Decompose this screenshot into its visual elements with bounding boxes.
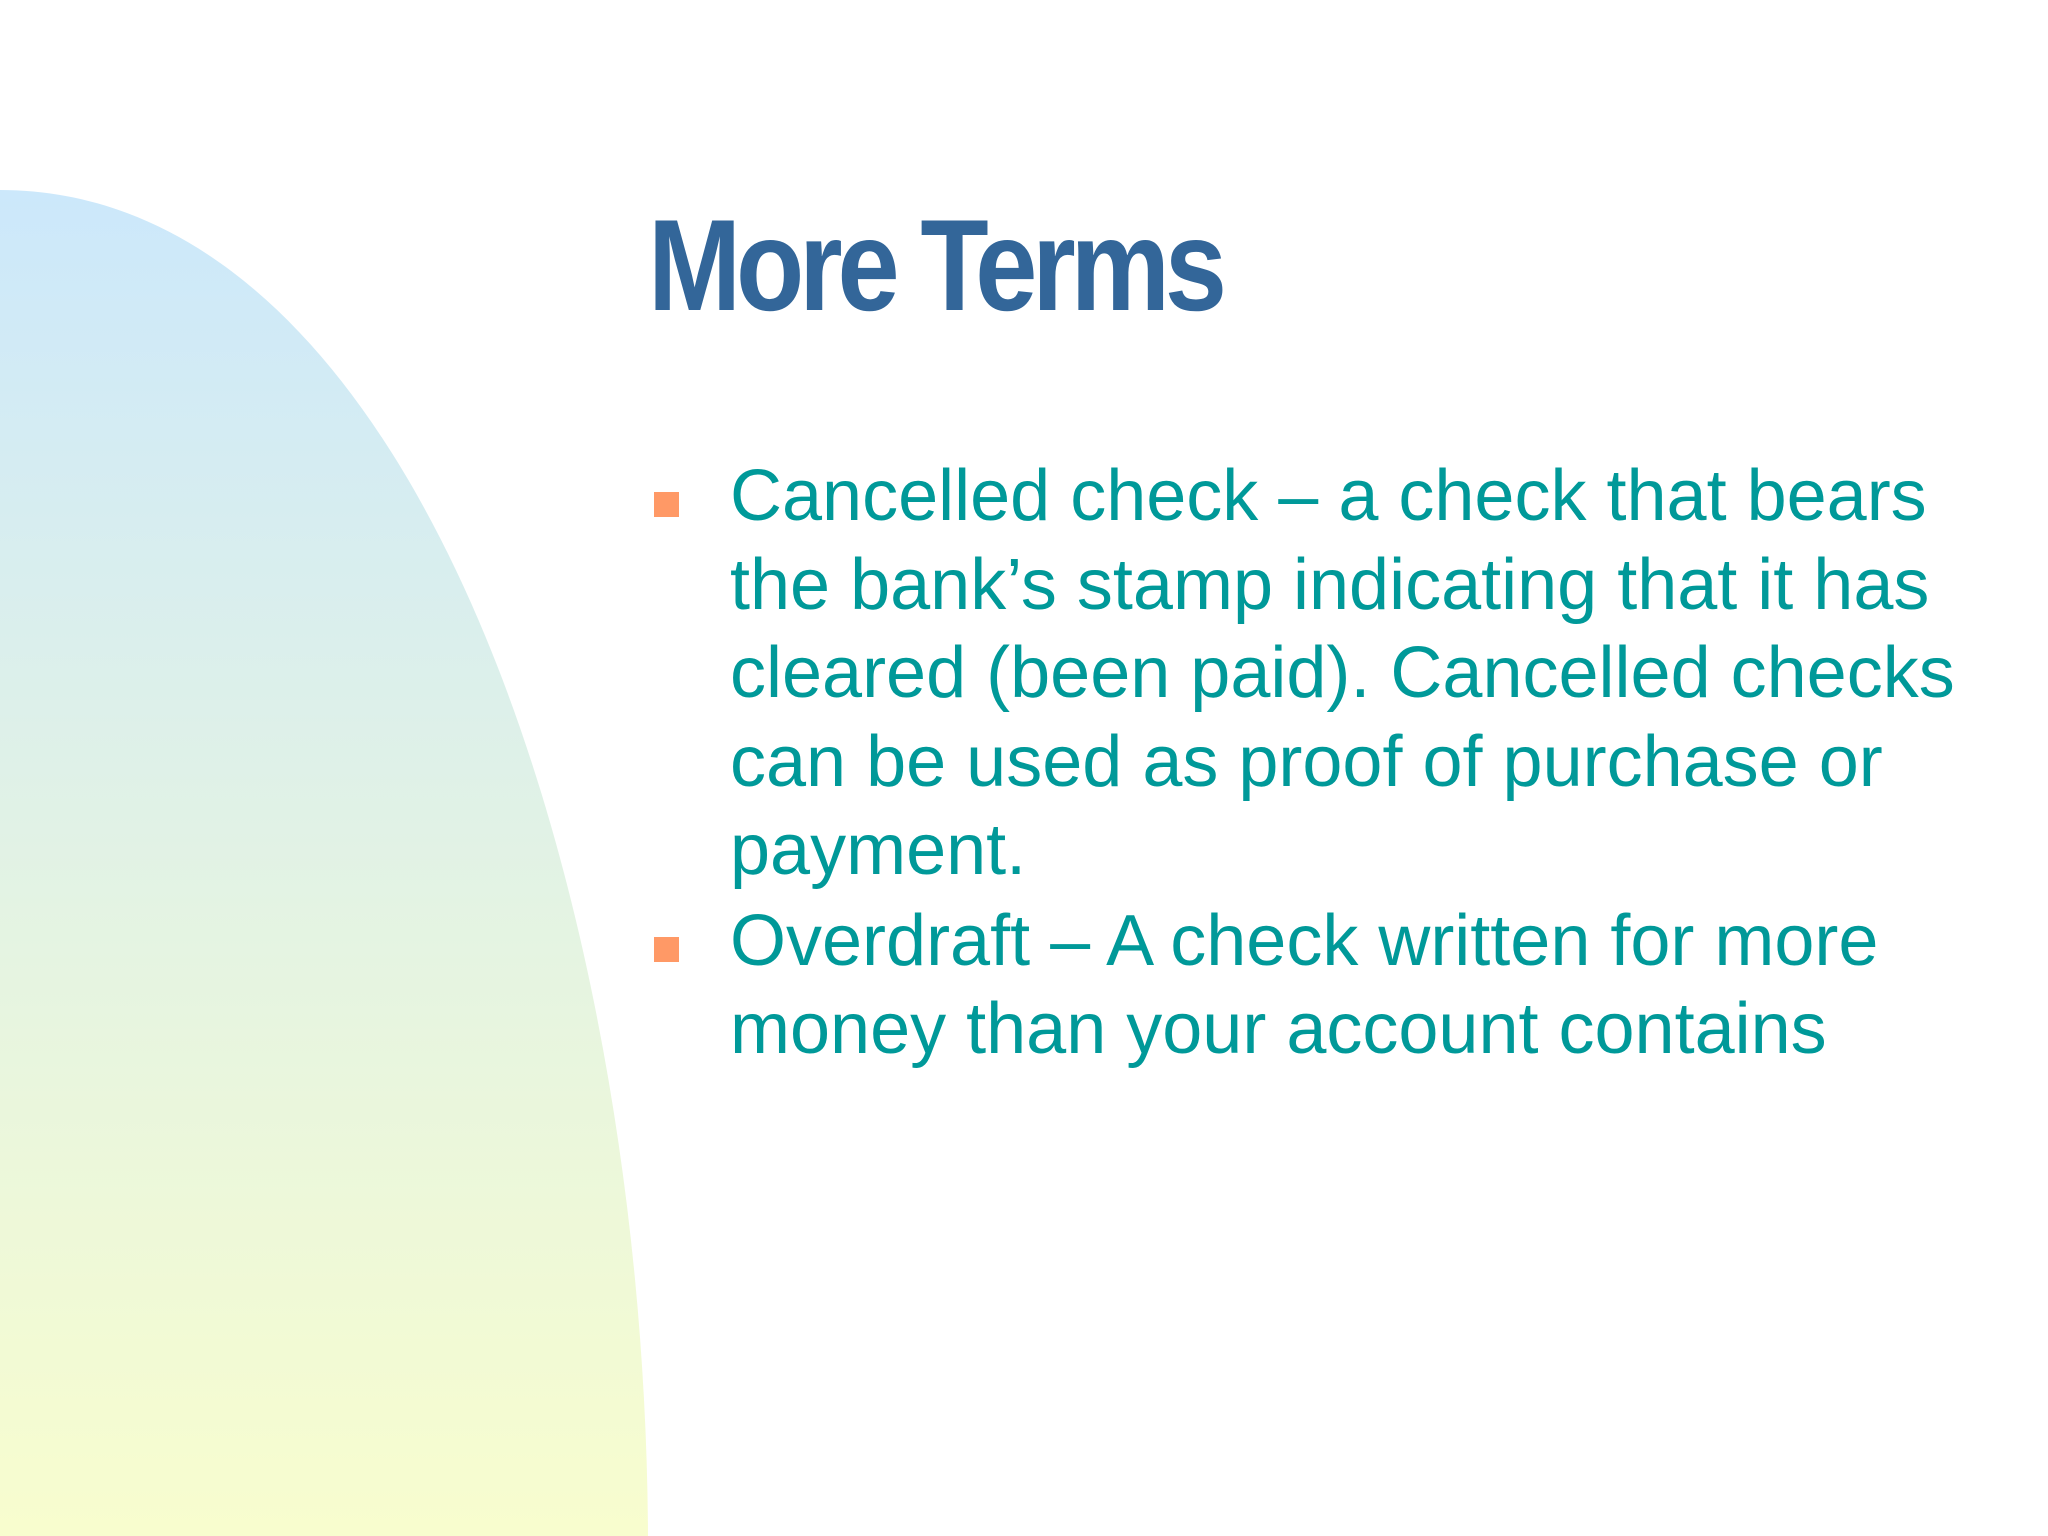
bullet-item-cancelled-check [650, 452, 1980, 895]
slide-title: More Terms [648, 192, 1222, 338]
bullet-item-overdraft [650, 897, 1980, 1074]
bullet-text: Overdraft – A check written for more money than your account contains [730, 900, 1879, 1069]
background-arc [0, 190, 648, 1536]
bullet-text: Cancelled check – a check that bears the bank’s stamp indicating that it has cleared (been paid). Cancelled checks can be used as proof of purchase or payment. [730, 456, 1955, 890]
square-bullet-icon [654, 937, 679, 962]
square-bullet-icon [654, 492, 679, 517]
bullet-list [650, 452, 1980, 1076]
